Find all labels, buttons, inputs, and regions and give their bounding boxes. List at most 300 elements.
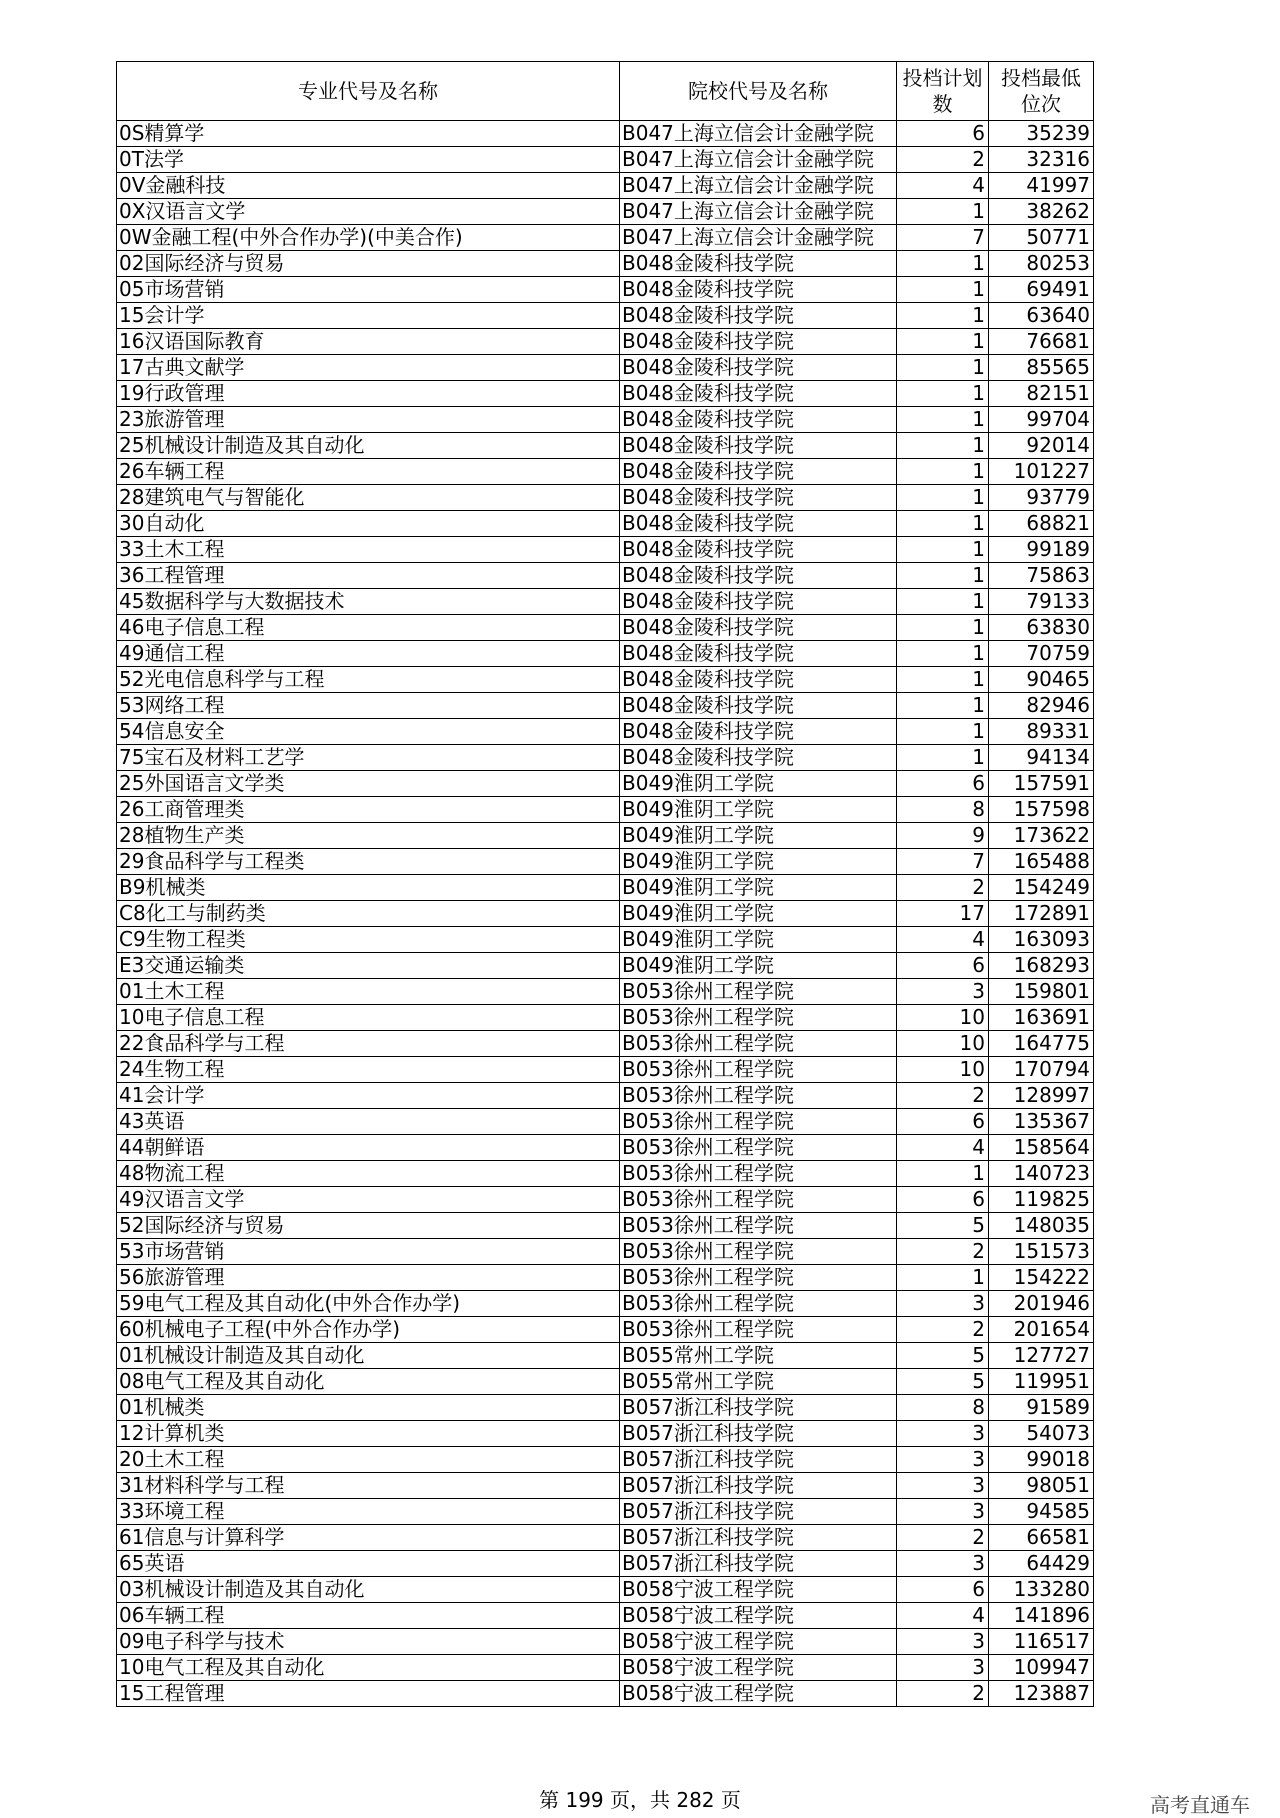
- school-cell: B049淮阴工学院: [620, 849, 897, 875]
- major-cell: 53网络工程: [117, 693, 620, 719]
- plan-cell: 10: [897, 1005, 989, 1031]
- plan-cell: 1: [897, 693, 989, 719]
- plan-cell: 1: [897, 667, 989, 693]
- major-cell: 46电子信息工程: [117, 615, 620, 641]
- plan-cell: 2: [897, 1525, 989, 1551]
- table-row: [117, 1031, 1094, 1057]
- admission-table: [116, 61, 1094, 1707]
- plan-cell: 6: [897, 771, 989, 797]
- rank-cell: 63640: [989, 303, 1094, 329]
- rank-cell: 79133: [989, 589, 1094, 615]
- plan-cell: 3: [897, 1499, 989, 1525]
- plan-cell: 10: [897, 1057, 989, 1083]
- major-cell: 49通信工程: [117, 641, 620, 667]
- major-cell: 0W金融工程(中外合作办学)(中美合作): [117, 225, 620, 251]
- school-cell: B047上海立信会计金融学院: [620, 199, 897, 225]
- school-cell: B053徐州工程学院: [620, 1265, 897, 1291]
- rank-cell: 85565: [989, 355, 1094, 381]
- table-row: [117, 875, 1094, 901]
- plan-cell: 1: [897, 355, 989, 381]
- table-row: [117, 199, 1094, 225]
- rank-cell: 99018: [989, 1447, 1094, 1473]
- major-cell: 05市场营销: [117, 277, 620, 303]
- table-row: [117, 537, 1094, 563]
- rank-cell: 163691: [989, 1005, 1094, 1031]
- school-cell: B049淮阴工学院: [620, 901, 897, 927]
- rank-cell: 109947: [989, 1655, 1094, 1681]
- table-row: [117, 1499, 1094, 1525]
- major-cell: 30自动化: [117, 511, 620, 537]
- school-cell: B048金陵科技学院: [620, 433, 897, 459]
- rank-cell: 70759: [989, 641, 1094, 667]
- major-cell: 54信息安全: [117, 719, 620, 745]
- rank-cell: 94134: [989, 745, 1094, 771]
- major-cell: 33环境工程: [117, 1499, 620, 1525]
- major-cell: 45数据科学与大数据技术: [117, 589, 620, 615]
- plan-cell: 1: [897, 589, 989, 615]
- school-cell: B048金陵科技学院: [620, 381, 897, 407]
- plan-cell: 1: [897, 485, 989, 511]
- rank-cell: 64429: [989, 1551, 1094, 1577]
- major-cell: 10电子信息工程: [117, 1005, 620, 1031]
- rank-cell: 135367: [989, 1109, 1094, 1135]
- school-cell: B058宁波工程学院: [620, 1577, 897, 1603]
- major-cell: 75宝石及材料工艺学: [117, 745, 620, 771]
- major-cell: 29食品科学与工程类: [117, 849, 620, 875]
- major-cell: C9生物工程类: [117, 927, 620, 953]
- rank-cell: 141896: [989, 1603, 1094, 1629]
- school-cell: B048金陵科技学院: [620, 693, 897, 719]
- school-cell: B057浙江科技学院: [620, 1473, 897, 1499]
- rank-cell: 98051: [989, 1473, 1094, 1499]
- school-cell: B047上海立信会计金融学院: [620, 121, 897, 147]
- plan-cell: 2: [897, 875, 989, 901]
- table-row: [117, 693, 1094, 719]
- plan-cell: 1: [897, 199, 989, 225]
- major-cell: 23旅游管理: [117, 407, 620, 433]
- rank-cell: 92014: [989, 433, 1094, 459]
- plan-cell: 2: [897, 1239, 989, 1265]
- table-row: [117, 1187, 1094, 1213]
- school-cell: B049淮阴工学院: [620, 875, 897, 901]
- major-cell: 26车辆工程: [117, 459, 620, 485]
- plan-cell: 7: [897, 849, 989, 875]
- major-cell: 53市场营销: [117, 1239, 620, 1265]
- rank-cell: 159801: [989, 979, 1094, 1005]
- school-cell: B048金陵科技学院: [620, 485, 897, 511]
- plan-cell: 7: [897, 225, 989, 251]
- plan-cell: 6: [897, 1577, 989, 1603]
- plan-cell: 3: [897, 1551, 989, 1577]
- table-row: [117, 225, 1094, 251]
- school-cell: B049淮阴工学院: [620, 927, 897, 953]
- table-row: [117, 1343, 1094, 1369]
- plan-cell: 8: [897, 1395, 989, 1421]
- school-cell: B048金陵科技学院: [620, 537, 897, 563]
- major-cell: 31材料科学与工程: [117, 1473, 620, 1499]
- plan-cell: 3: [897, 1655, 989, 1681]
- plan-cell: 1: [897, 719, 989, 745]
- rank-cell: 82151: [989, 381, 1094, 407]
- rank-cell: 82946: [989, 693, 1094, 719]
- school-cell: B053徐州工程学院: [620, 1083, 897, 1109]
- major-cell: 36工程管理: [117, 563, 620, 589]
- rank-cell: 154222: [989, 1265, 1094, 1291]
- header-rank: 投档最低位次: [989, 62, 1094, 121]
- table-row: [117, 1421, 1094, 1447]
- table-row: [117, 1057, 1094, 1083]
- rank-cell: 99704: [989, 407, 1094, 433]
- major-cell: 28建筑电气与智能化: [117, 485, 620, 511]
- table-row: [117, 511, 1094, 537]
- school-cell: B058宁波工程学院: [620, 1655, 897, 1681]
- table-row: [117, 1213, 1094, 1239]
- table-header-row: [117, 62, 1094, 121]
- table-row: [117, 147, 1094, 173]
- rank-cell: 140723: [989, 1161, 1094, 1187]
- rank-cell: 38262: [989, 199, 1094, 225]
- table-row: [117, 1161, 1094, 1187]
- rank-cell: 119825: [989, 1187, 1094, 1213]
- rank-cell: 148035: [989, 1213, 1094, 1239]
- major-cell: 03机械设计制造及其自动化: [117, 1577, 620, 1603]
- table-row: [117, 1239, 1094, 1265]
- plan-cell: 5: [897, 1369, 989, 1395]
- plan-cell: 1: [897, 641, 989, 667]
- plan-cell: 1: [897, 381, 989, 407]
- plan-cell: 3: [897, 1629, 989, 1655]
- school-cell: B057浙江科技学院: [620, 1499, 897, 1525]
- school-cell: B049淮阴工学院: [620, 771, 897, 797]
- school-cell: B053徐州工程学院: [620, 1161, 897, 1187]
- school-cell: B053徐州工程学院: [620, 1291, 897, 1317]
- school-cell: B057浙江科技学院: [620, 1421, 897, 1447]
- rank-cell: 54073: [989, 1421, 1094, 1447]
- major-cell: 44朝鲜语: [117, 1135, 620, 1161]
- plan-cell: 1: [897, 537, 989, 563]
- school-cell: B053徐州工程学院: [620, 1213, 897, 1239]
- rank-cell: 93779: [989, 485, 1094, 511]
- school-cell: B057浙江科技学院: [620, 1525, 897, 1551]
- major-cell: 0X汉语言文学: [117, 199, 620, 225]
- table-row: [117, 1551, 1094, 1577]
- school-cell: B049淮阴工学院: [620, 797, 897, 823]
- table-row: [117, 979, 1094, 1005]
- rank-cell: 90465: [989, 667, 1094, 693]
- plan-cell: 6: [897, 1109, 989, 1135]
- table-row: [117, 719, 1094, 745]
- major-cell: 15工程管理: [117, 1681, 620, 1707]
- rank-cell: 158564: [989, 1135, 1094, 1161]
- table-row: [117, 1265, 1094, 1291]
- plan-cell: 1: [897, 407, 989, 433]
- school-cell: B053徐州工程学院: [620, 979, 897, 1005]
- school-cell: B048金陵科技学院: [620, 251, 897, 277]
- rank-cell: 91589: [989, 1395, 1094, 1421]
- rank-cell: 116517: [989, 1629, 1094, 1655]
- table-row: [117, 1109, 1094, 1135]
- major-cell: C8化工与制药类: [117, 901, 620, 927]
- rank-cell: 127727: [989, 1343, 1094, 1369]
- major-cell: B9机械类: [117, 875, 620, 901]
- plan-cell: 9: [897, 823, 989, 849]
- plan-cell: 3: [897, 1473, 989, 1499]
- major-cell: 12计算机类: [117, 1421, 620, 1447]
- rank-cell: 89331: [989, 719, 1094, 745]
- table-row: [117, 1317, 1094, 1343]
- rank-cell: 201946: [989, 1291, 1094, 1317]
- table-row: [117, 121, 1094, 147]
- school-cell: B055常州工学院: [620, 1369, 897, 1395]
- major-cell: 20土木工程: [117, 1447, 620, 1473]
- rank-cell: 157591: [989, 771, 1094, 797]
- plan-cell: 1: [897, 459, 989, 485]
- plan-cell: 4: [897, 1603, 989, 1629]
- plan-cell: 1: [897, 251, 989, 277]
- table-row: [117, 667, 1094, 693]
- plan-cell: 1: [897, 563, 989, 589]
- rank-cell: 94585: [989, 1499, 1094, 1525]
- rank-cell: 128997: [989, 1083, 1094, 1109]
- table-row: [117, 407, 1094, 433]
- rank-cell: 68821: [989, 511, 1094, 537]
- school-cell: B057浙江科技学院: [620, 1395, 897, 1421]
- school-cell: B048金陵科技学院: [620, 459, 897, 485]
- major-cell: E3交通运输类: [117, 953, 620, 979]
- rank-cell: 41997: [989, 173, 1094, 199]
- school-cell: B057浙江科技学院: [620, 1551, 897, 1577]
- table-row: [117, 1629, 1094, 1655]
- table-row: [117, 1603, 1094, 1629]
- table-row: [117, 927, 1094, 953]
- plan-cell: 1: [897, 303, 989, 329]
- rank-cell: 75863: [989, 563, 1094, 589]
- rank-cell: 163093: [989, 927, 1094, 953]
- school-cell: B053徐州工程学院: [620, 1239, 897, 1265]
- school-cell: B048金陵科技学院: [620, 641, 897, 667]
- table-row: [117, 251, 1094, 277]
- table-row: [117, 953, 1094, 979]
- major-cell: 17古典文献学: [117, 355, 620, 381]
- major-cell: 09电子科学与技术: [117, 1629, 620, 1655]
- major-cell: 65英语: [117, 1551, 620, 1577]
- rank-cell: 157598: [989, 797, 1094, 823]
- table-row: [117, 797, 1094, 823]
- plan-cell: 1: [897, 745, 989, 771]
- rank-cell: 119951: [989, 1369, 1094, 1395]
- school-cell: B058宁波工程学院: [620, 1681, 897, 1707]
- table-row: [117, 1135, 1094, 1161]
- school-cell: B048金陵科技学院: [620, 667, 897, 693]
- rank-cell: 165488: [989, 849, 1094, 875]
- plan-cell: 3: [897, 1447, 989, 1473]
- school-cell: B048金陵科技学院: [620, 329, 897, 355]
- table-row: [117, 615, 1094, 641]
- major-cell: 01机械设计制造及其自动化: [117, 1343, 620, 1369]
- plan-cell: 6: [897, 121, 989, 147]
- plan-cell: 5: [897, 1213, 989, 1239]
- school-cell: B055常州工学院: [620, 1343, 897, 1369]
- plan-cell: 2: [897, 1317, 989, 1343]
- plan-cell: 2: [897, 1083, 989, 1109]
- major-cell: 60机械电子工程(中外合作办学): [117, 1317, 620, 1343]
- school-cell: B053徐州工程学院: [620, 1005, 897, 1031]
- major-cell: 0V金融科技: [117, 173, 620, 199]
- rank-cell: 151573: [989, 1239, 1094, 1265]
- table-row: [117, 771, 1094, 797]
- major-cell: 01机械类: [117, 1395, 620, 1421]
- major-cell: 06车辆工程: [117, 1603, 620, 1629]
- rank-cell: 164775: [989, 1031, 1094, 1057]
- rank-cell: 32316: [989, 147, 1094, 173]
- rank-cell: 69491: [989, 277, 1094, 303]
- plan-cell: 17: [897, 901, 989, 927]
- plan-cell: 3: [897, 1291, 989, 1317]
- table-row: [117, 823, 1094, 849]
- rank-cell: 35239: [989, 121, 1094, 147]
- plan-cell: 10: [897, 1031, 989, 1057]
- table-row: [117, 1525, 1094, 1551]
- school-cell: B048金陵科技学院: [620, 511, 897, 537]
- major-cell: 43英语: [117, 1109, 620, 1135]
- school-cell: B058宁波工程学院: [620, 1629, 897, 1655]
- table-row: [117, 589, 1094, 615]
- table-body: [117, 121, 1094, 1707]
- rank-cell: 76681: [989, 329, 1094, 355]
- major-cell: 28植物生产类: [117, 823, 620, 849]
- school-cell: B048金陵科技学院: [620, 563, 897, 589]
- table-row: [117, 1655, 1094, 1681]
- header-plan: 投档计划数: [897, 62, 989, 121]
- rank-cell: 80253: [989, 251, 1094, 277]
- school-cell: B048金陵科技学院: [620, 589, 897, 615]
- plan-cell: 1: [897, 433, 989, 459]
- school-cell: B058宁波工程学院: [620, 1603, 897, 1629]
- rank-cell: 123887: [989, 1681, 1094, 1707]
- major-cell: 08电气工程及其自动化: [117, 1369, 620, 1395]
- table-row: [117, 1473, 1094, 1499]
- major-cell: 01土木工程: [117, 979, 620, 1005]
- major-cell: 56旅游管理: [117, 1265, 620, 1291]
- major-cell: 10电气工程及其自动化: [117, 1655, 620, 1681]
- rank-cell: 154249: [989, 875, 1094, 901]
- table-row: [117, 173, 1094, 199]
- watermark: 高考直通车: [1150, 1793, 1250, 1817]
- school-cell: B047上海立信会计金融学院: [620, 173, 897, 199]
- major-cell: 52国际经济与贸易: [117, 1213, 620, 1239]
- plan-cell: 1: [897, 511, 989, 537]
- header-school: 院校代号及名称: [620, 62, 897, 121]
- major-cell: 02国际经济与贸易: [117, 251, 620, 277]
- plan-cell: 1: [897, 1265, 989, 1291]
- header-major: 专业代号及名称: [117, 62, 620, 121]
- school-cell: B053徐州工程学院: [620, 1109, 897, 1135]
- major-cell: 59电气工程及其自动化(中外合作办学): [117, 1291, 620, 1317]
- major-cell: 49汉语言文学: [117, 1187, 620, 1213]
- school-cell: B047上海立信会计金融学院: [620, 225, 897, 251]
- school-cell: B048金陵科技学院: [620, 407, 897, 433]
- major-cell: 22食品科学与工程: [117, 1031, 620, 1057]
- major-cell: 0T法学: [117, 147, 620, 173]
- plan-cell: 1: [897, 329, 989, 355]
- school-cell: B053徐州工程学院: [620, 1187, 897, 1213]
- major-cell: 24生物工程: [117, 1057, 620, 1083]
- table-row: [117, 745, 1094, 771]
- major-cell: 48物流工程: [117, 1161, 620, 1187]
- table-row: [117, 1395, 1094, 1421]
- school-cell: B048金陵科技学院: [620, 745, 897, 771]
- table-row: [117, 1083, 1094, 1109]
- school-cell: B057浙江科技学院: [620, 1447, 897, 1473]
- school-cell: B048金陵科技学院: [620, 303, 897, 329]
- major-cell: 16汉语国际教育: [117, 329, 620, 355]
- rank-cell: 172891: [989, 901, 1094, 927]
- major-cell: 19行政管理: [117, 381, 620, 407]
- school-cell: B053徐州工程学院: [620, 1057, 897, 1083]
- table-row: [117, 1005, 1094, 1031]
- school-cell: B053徐州工程学院: [620, 1135, 897, 1161]
- school-cell: B049淮阴工学院: [620, 823, 897, 849]
- school-cell: B049淮阴工学院: [620, 953, 897, 979]
- table-row: [117, 355, 1094, 381]
- table-row: [117, 901, 1094, 927]
- major-cell: 25外国语言文学类: [117, 771, 620, 797]
- table-row: [117, 433, 1094, 459]
- table-row: [117, 1577, 1094, 1603]
- plan-cell: 1: [897, 277, 989, 303]
- rank-cell: 173622: [989, 823, 1094, 849]
- major-cell: 25机械设计制造及其自动化: [117, 433, 620, 459]
- school-cell: B048金陵科技学院: [620, 719, 897, 745]
- school-cell: B048金陵科技学院: [620, 277, 897, 303]
- plan-cell: 2: [897, 1681, 989, 1707]
- major-cell: 15会计学: [117, 303, 620, 329]
- table-row: [117, 381, 1094, 407]
- major-cell: 0S精算学: [117, 121, 620, 147]
- major-cell: 61信息与计算科学: [117, 1525, 620, 1551]
- rank-cell: 101227: [989, 459, 1094, 485]
- major-cell: 41会计学: [117, 1083, 620, 1109]
- table-row: [117, 849, 1094, 875]
- plan-cell: 3: [897, 979, 989, 1005]
- school-cell: B047上海立信会计金融学院: [620, 147, 897, 173]
- page-footer: 第 199 页，共 282 页: [539, 1788, 741, 1812]
- plan-cell: 6: [897, 953, 989, 979]
- school-cell: B053徐州工程学院: [620, 1031, 897, 1057]
- plan-cell: 5: [897, 1343, 989, 1369]
- rank-cell: 201654: [989, 1317, 1094, 1343]
- rank-cell: 133280: [989, 1577, 1094, 1603]
- major-cell: 33土木工程: [117, 537, 620, 563]
- rank-cell: 63830: [989, 615, 1094, 641]
- table-row: [117, 459, 1094, 485]
- plan-cell: 4: [897, 1135, 989, 1161]
- rank-cell: 99189: [989, 537, 1094, 563]
- major-cell: 52光电信息科学与工程: [117, 667, 620, 693]
- table-row: [117, 1291, 1094, 1317]
- table-row: [117, 1681, 1094, 1707]
- rank-cell: 170794: [989, 1057, 1094, 1083]
- school-cell: B048金陵科技学院: [620, 355, 897, 381]
- school-cell: B048金陵科技学院: [620, 615, 897, 641]
- table-row: [117, 277, 1094, 303]
- school-cell: B053徐州工程学院: [620, 1317, 897, 1343]
- plan-cell: 3: [897, 1421, 989, 1447]
- table-row: [117, 1369, 1094, 1395]
- plan-cell: 8: [897, 797, 989, 823]
- table-row: [117, 303, 1094, 329]
- plan-cell: 4: [897, 927, 989, 953]
